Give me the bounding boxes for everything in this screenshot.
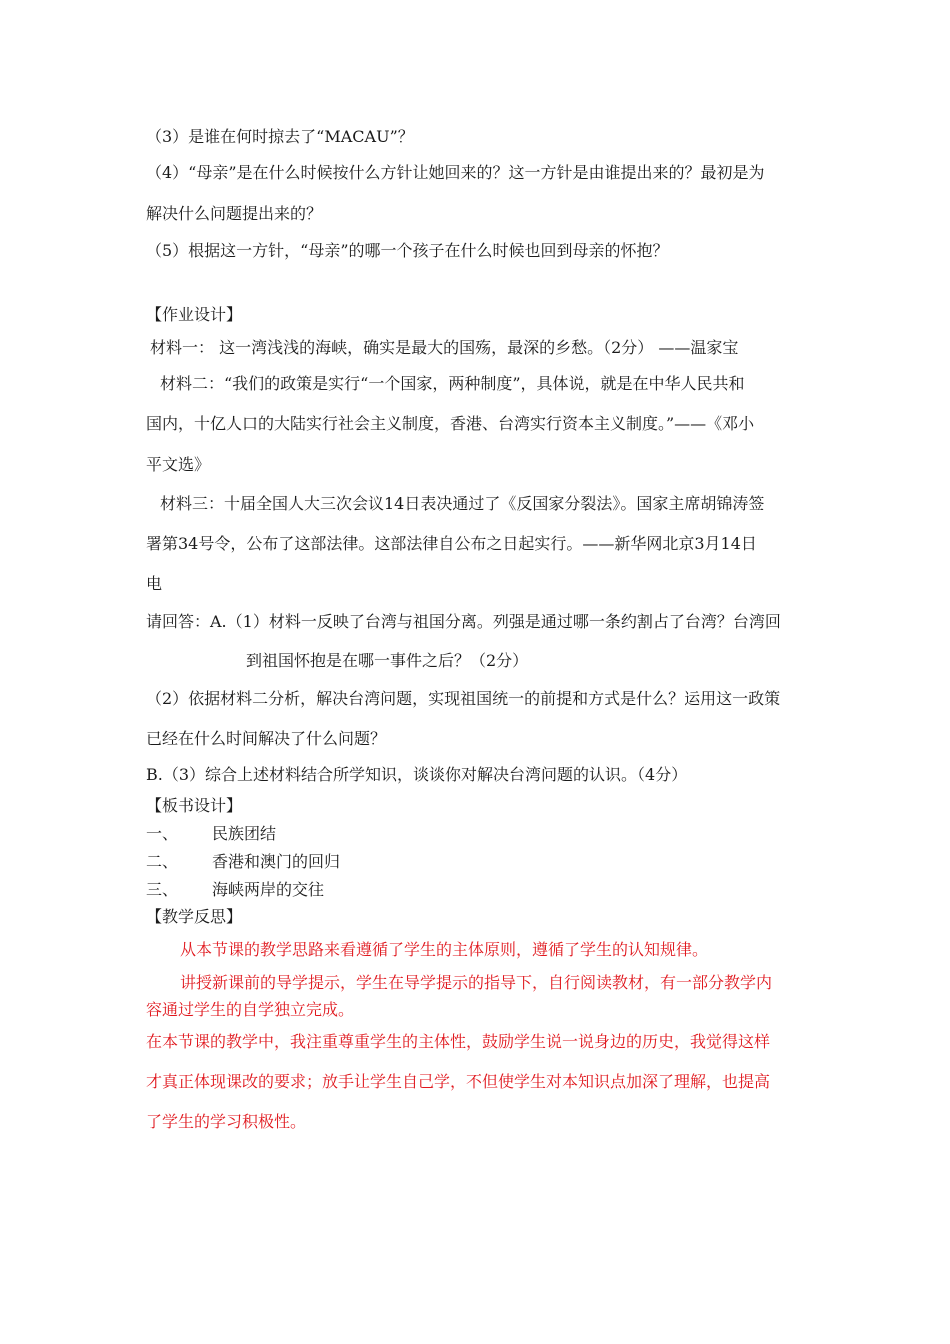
question-4-line-1: （4）“母亲”是在什么时候按什么方针让她回来的？这一方针是由谁提出来的？最初是为 <box>146 163 765 182</box>
board-item-number: 一、 <box>146 824 179 843</box>
board-item-text: 香港和澳门的回归 <box>212 852 341 871</box>
material-1: 材料一： 这一湾浅浅的海峡，确实是最大的国殇，最深的乡愁。（2分） ——温家宝 <box>150 338 739 357</box>
material-2-line-2: 国内，十亿人口的大陆实行社会主义制度，香港、台湾实行资本主义制度。”——《邓小 <box>146 414 755 433</box>
board-heading: 【板书设计】 <box>146 796 243 815</box>
question-4-line-2: 解决什么问题提出来的？ <box>146 204 323 223</box>
answer-a2-line-2: 已经在什么时间解决了什么问题？ <box>146 729 387 748</box>
question-5: （5）根据这一方针，“母亲”的哪一个孩子在什么时候也回到母亲的怀抱？ <box>146 241 669 260</box>
reflection-heading: 【教学反思】 <box>146 907 243 926</box>
answer-a-line-2: 到祖国怀抱是在哪一事件之后？（2分） <box>246 651 529 670</box>
board-item-number: 二、 <box>146 852 179 871</box>
reflection-paragraph-3-line-3: 了学生的学习积极性。 <box>146 1112 307 1131</box>
reflection-paragraph-2-line-2: 容通过学生的自学独立完成。 <box>146 1000 355 1019</box>
answer-a-line-1: 请回答：A.（1）材料一反映了台湾与祖国分离。列强是通过哪一条约割占了台湾？台湾回 <box>146 612 781 631</box>
board-item-text: 海峡两岸的交往 <box>212 880 325 899</box>
board-item <box>146 824 816 844</box>
material-3-line-2: 署第34号令，公布了这部法律。这部法律自公布之日起实行。——新华网北京3月14日 <box>146 534 757 553</box>
answer-a2-line-1: （2）依据材料二分析，解决台湾问题，实现祖国统一的前提和方式是什么？运用这一政策 <box>146 689 781 708</box>
material-3-line-3: 电 <box>146 574 163 593</box>
material-2-line-1: 材料二：“我们的政策是实行“一个国家，两种制度”，具体说，就是在中华人民共和 <box>160 374 745 393</box>
reflection-paragraph-3-line-2: 才真正体现课改的要求；放手让学生自己学，不但使学生对本知识点加深了理解，也提高 <box>146 1072 771 1091</box>
board-item-text: 民族团结 <box>212 824 277 843</box>
material-3-line-1: 材料三：十届全国人大三次会议14日表决通过了《反国家分裂法》。国家主席胡锦涛签 <box>160 494 765 513</box>
reflection-paragraph-3-line-1: 在本节课的教学中，我注重尊重学生的主体性，鼓励学生说一说身边的历史，我觉得这样 <box>146 1032 771 1051</box>
board-item-number: 三、 <box>146 880 179 899</box>
board-item <box>146 880 816 900</box>
material-2-line-3: 平文选》 <box>146 455 211 474</box>
board-item <box>146 852 816 872</box>
reflection-paragraph-1: 从本节课的教学思路来看遵循了学生的主体原则，遵循了学生的认知规律。 <box>180 940 709 959</box>
homework-heading: 【作业设计】 <box>146 305 243 324</box>
answer-b: B.（3）综合上述材料结合所学知识，谈谈你对解决台湾问题的认识。（4分） <box>146 765 688 784</box>
reflection-paragraph-2-line-1: 讲授新课前的导学提示，学生在导学提示的指导下，自行阅读教材，有一部分教学内 <box>180 973 773 992</box>
question-3: （3）是谁在何时掠去了“MACAU”？ <box>146 127 414 146</box>
